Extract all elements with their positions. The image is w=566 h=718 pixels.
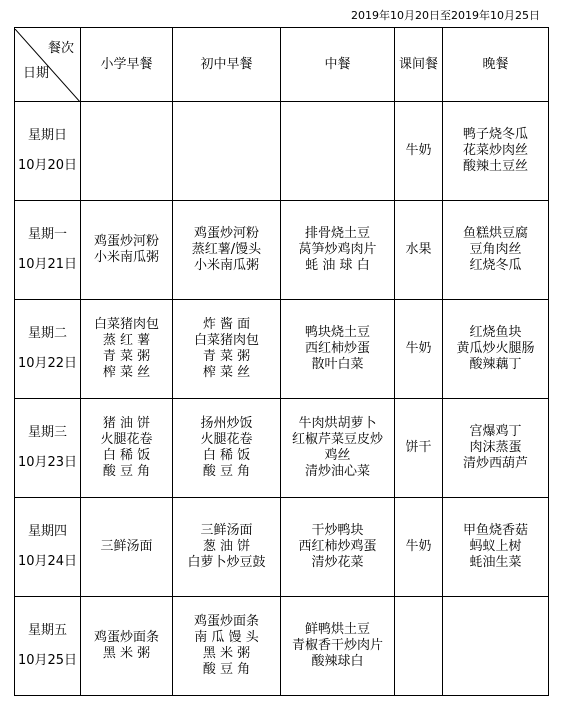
menu-dish: 鸡蛋炒面条	[193, 614, 259, 629]
dinner-cell	[443, 300, 549, 399]
primary-breakfast-cell	[81, 201, 173, 300]
day-cell	[15, 201, 81, 300]
snack-cell: 饼干	[395, 399, 443, 498]
menu-dish: 红烧冬瓜	[469, 258, 522, 273]
day-name: 星期五	[27, 623, 67, 638]
menu-dish: 炸 酱 面	[202, 317, 251, 332]
middle-breakfast-cell	[173, 201, 281, 300]
menu-dish: 清炒西葫芦	[462, 456, 528, 471]
menu-dish: 三鲜汤面	[200, 523, 253, 538]
middle-breakfast-cell	[173, 498, 281, 597]
menu-dish: 南 瓜 馒 头	[194, 630, 259, 645]
menu-dish: 红椒芹菜豆皮炒	[291, 432, 383, 447]
menu-dish: 三鲜汤面	[100, 539, 153, 554]
diagonal-divider	[15, 29, 80, 101]
header-lunch: 中餐	[281, 28, 395, 102]
menu-row	[15, 498, 549, 597]
menu-dish: 酸 豆 角	[102, 464, 151, 479]
menu-dish: 鸭块烧土豆	[304, 325, 370, 340]
day-name: 星期日	[27, 128, 67, 143]
menu-dish: 猪 油 饼	[102, 416, 151, 431]
menu-dish: 酸辣土豆丝	[462, 159, 528, 174]
menu-dish: 火腿花卷	[100, 432, 153, 447]
menu-dish: 白菜猪肉包	[93, 317, 159, 332]
menu-row	[15, 597, 549, 696]
day-date: 10月22日	[17, 356, 78, 371]
menu-dish: 干炒鸭块	[311, 523, 364, 538]
menu-dish: 酸辣藕丁	[469, 357, 522, 372]
menu-dish: 酸 豆 角	[202, 662, 251, 677]
menu-dish: 小米南瓜粥	[193, 258, 259, 273]
day-date: 10月20日	[17, 158, 78, 173]
menu-dish: 红烧鱼块	[469, 325, 522, 340]
corner-header-cell	[15, 28, 81, 102]
menu-dish: 排骨烧土豆	[304, 226, 370, 241]
menu-dish: 西红柿炒鸡蛋	[298, 539, 377, 554]
menu-dish: 青 菜 粥	[202, 349, 251, 364]
menu-dish: 白菜猪肉包	[193, 333, 259, 348]
primary-breakfast-cell	[81, 597, 173, 696]
menu-dish: 葱 油 饼	[202, 539, 251, 554]
menu-dish: 黄瓜炒火腿肠	[456, 341, 535, 356]
day-cell	[15, 597, 81, 696]
header-primary-breakfast: 小学早餐	[81, 28, 173, 102]
menu-dish: 甲鱼烧香菇	[462, 523, 528, 538]
menu-dish: 小米南瓜粥	[93, 250, 159, 265]
menu-dish: 鲜鸭烘土豆	[304, 622, 370, 637]
menu-dish: 蒸红薯/馒头	[191, 242, 262, 257]
lunch-cell	[281, 201, 395, 300]
dinner-cell	[443, 498, 549, 597]
menu-dish: 鸡丝	[324, 448, 351, 463]
meal-header-label: 餐次	[47, 40, 74, 56]
day-cell	[15, 399, 81, 498]
day-name: 星期四	[27, 524, 67, 539]
menu-dish: 蒸 红 薯	[102, 333, 151, 348]
menu-dish: 榨 菜 丝	[102, 365, 151, 380]
menu-dish: 鸡蛋炒河粉	[193, 226, 259, 241]
menu-dish: 蚝 油 球 白	[305, 258, 370, 273]
header-row	[15, 28, 549, 102]
menu-dish: 鸡蛋炒面条	[93, 630, 159, 645]
menu-dish: 黑 米 粥	[102, 646, 151, 661]
dinner-cell	[443, 102, 549, 201]
day-date: 10月25日	[17, 653, 78, 668]
middle-breakfast-cell	[173, 300, 281, 399]
menu-dish: 豆角肉丝	[469, 242, 522, 257]
snack-cell: 牛奶	[395, 102, 443, 201]
menu-row	[15, 102, 549, 201]
day-name: 星期一	[27, 227, 67, 242]
header-dinner: 晚餐	[443, 28, 549, 102]
menu-dish: 青 菜 粥	[102, 349, 151, 364]
menu-dish: 鸭子烧冬瓜	[462, 127, 528, 142]
primary-breakfast-cell	[81, 498, 173, 597]
menu-dish: 花菜炒肉丝	[462, 143, 528, 158]
menu-dish: 肉沫蒸蛋	[469, 440, 522, 455]
dinner-cell	[443, 597, 549, 696]
lunch-cell	[281, 102, 395, 201]
menu-dish: 牛肉烘胡萝卜	[298, 416, 377, 431]
menu-dish: 西红柿炒蛋	[304, 341, 370, 356]
date-range: 2019年10月20日至2019年10月25日	[351, 9, 540, 22]
menu-dish: 白萝卜炒豆鼓	[187, 555, 266, 570]
header-middle-breakfast: 初中早餐	[173, 28, 281, 102]
middle-breakfast-cell	[173, 597, 281, 696]
primary-breakfast-cell	[81, 399, 173, 498]
middle-breakfast-cell	[173, 399, 281, 498]
dinner-cell	[443, 201, 549, 300]
menu-dish: 火腿花卷	[200, 432, 253, 447]
day-cell	[15, 300, 81, 399]
menu-dish: 散叶白菜	[311, 357, 364, 372]
primary-breakfast-cell	[81, 300, 173, 399]
snack-cell: 水果	[395, 201, 443, 300]
dinner-cell	[443, 399, 549, 498]
menu-dish: 清炒油心菜	[304, 464, 370, 479]
menu-dish: 清炒花菜	[311, 555, 364, 570]
snack-cell	[395, 597, 443, 696]
day-date: 10月23日	[17, 455, 78, 470]
primary-breakfast-cell	[81, 102, 173, 201]
menu-row	[15, 399, 549, 498]
date-header-label: 日期	[23, 65, 50, 81]
day-date: 10月21日	[17, 257, 78, 272]
day-cell	[15, 102, 81, 201]
menu-dish: 蚂蚁上树	[469, 539, 522, 554]
menu-dish: 黑 米 粥	[202, 646, 251, 661]
menu-dish: 白 稀 饭	[202, 448, 251, 463]
menu-dish: 青椒香干炒肉片	[291, 638, 383, 653]
menu-dish: 宫爆鸡丁	[469, 424, 522, 439]
menu-dish: 榨 菜 丝	[202, 365, 251, 380]
day-cell	[15, 498, 81, 597]
middle-breakfast-cell	[173, 102, 281, 201]
lunch-cell	[281, 399, 395, 498]
menu-dish: 蚝油生菜	[469, 555, 522, 570]
day-name: 星期二	[27, 326, 67, 341]
lunch-cell	[281, 300, 395, 399]
day-date: 10月24日	[17, 554, 78, 569]
menu-dish: 鱼糕烘豆腐	[462, 226, 528, 241]
menu-dish: 酸辣球白	[311, 654, 364, 669]
weekly-menu-table	[14, 27, 549, 696]
snack-cell: 牛奶	[395, 498, 443, 597]
menu-dish: 扬州炒饭	[200, 416, 253, 431]
menu-row	[15, 300, 549, 399]
snack-cell: 牛奶	[395, 300, 443, 399]
menu-dish: 白 稀 饭	[102, 448, 151, 463]
header-snack: 课间餐	[395, 28, 443, 102]
menu-dish: 鸡蛋炒河粉	[93, 234, 159, 249]
menu-row	[15, 201, 549, 300]
menu-dish: 酸 豆 角	[202, 464, 251, 479]
day-name: 星期三	[27, 425, 67, 440]
menu-dish: 莴笋炒鸡肉片	[298, 242, 377, 257]
lunch-cell	[281, 498, 395, 597]
lunch-cell	[281, 597, 395, 696]
